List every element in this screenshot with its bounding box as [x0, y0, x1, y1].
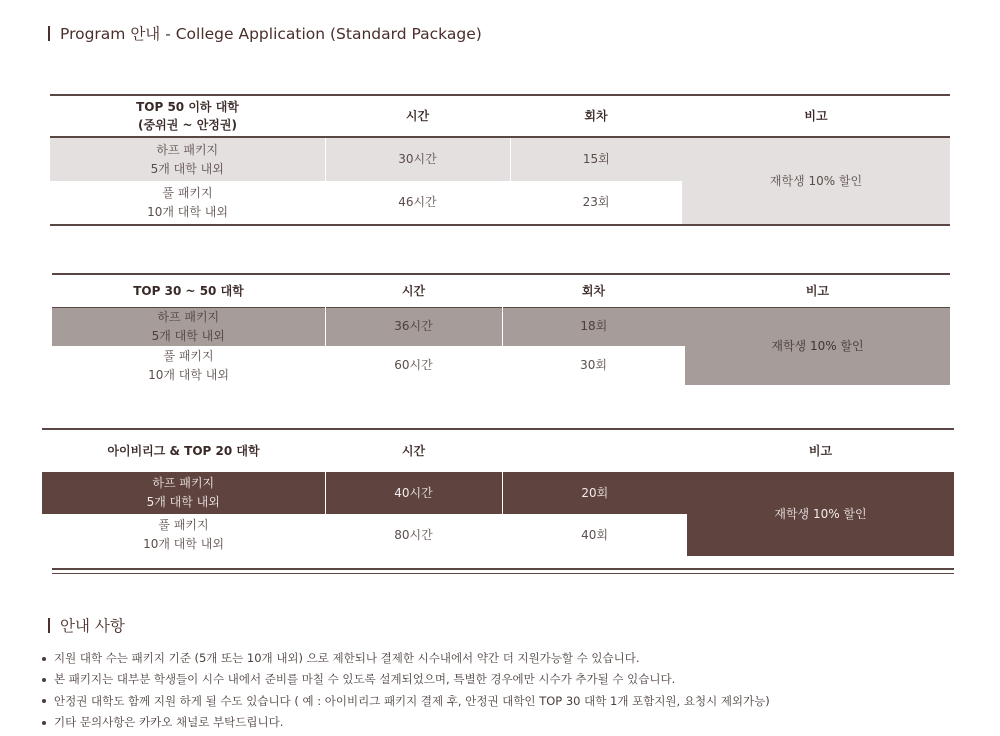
hours-cell: 46시간 — [398, 195, 437, 210]
notice-title-text: 안내 사항 — [60, 617, 125, 635]
notice-text: 지원 대학 수는 패키지 기준 (5개 또는 10개 내외) 으로 제한되나 결제한 시수내에서 약간 더 지원가능할 수 있습니다. — [54, 651, 640, 665]
hours-cell: 36시간 — [325, 307, 502, 346]
table-header-row — [52, 274, 950, 307]
title-bar-marker — [48, 26, 50, 41]
table-header-row — [42, 429, 954, 472]
sessions-header: 회차 — [581, 283, 606, 298]
tier-header — [50, 95, 325, 137]
tier-header-sublabel: (중위권 ~ 안정권) — [138, 118, 237, 132]
tier-header: TOP 30 ~ 50 대학 — [133, 283, 244, 298]
note-header: 비고 — [805, 283, 830, 298]
sessions-cell: 20회 — [502, 472, 687, 514]
package-name-cell — [42, 472, 325, 514]
notice-text: 기타 문의사항은 카카오 채널로 부탁드립니다. — [54, 714, 284, 729]
sessions-cell: 30회 — [580, 358, 607, 373]
note-header: 비고 — [804, 109, 828, 123]
package-name: 하프 패키지 — [152, 476, 215, 491]
note-header: 비고 — [808, 444, 833, 458]
list-item — [42, 691, 770, 712]
bullet-icon — [42, 678, 46, 682]
sessions-cell: 15회 — [510, 137, 682, 181]
table-row — [42, 472, 954, 514]
sessions-cell: 23회 — [582, 195, 610, 210]
package-scope: 10개 대학 내외 — [147, 204, 228, 219]
notice-title — [48, 614, 125, 636]
package-name-cell — [50, 137, 325, 181]
bullet-icon — [42, 721, 46, 725]
package-scope: 5개 대학 내외 — [146, 495, 220, 509]
notice-list — [42, 648, 770, 733]
hours-header: 시간 — [405, 109, 430, 123]
tier-header-label: TOP 50 이하 대학 — [136, 100, 239, 114]
package-scope: 5개 대학 내외 — [150, 161, 224, 176]
package-name: 풀 패키지 — [163, 348, 214, 363]
bullet-icon — [42, 657, 46, 661]
package-scope: 10개 대학 내외 — [148, 367, 229, 382]
hours-cell: 30시간 — [325, 137, 510, 181]
package-table-ivy-top20 — [42, 428, 954, 556]
sessions-cell: 40회 — [581, 527, 608, 542]
sessions-header: 회차 — [584, 109, 608, 123]
program-title — [48, 22, 482, 44]
hours-header: 시간 — [401, 283, 426, 298]
hours-cell: 40시간 — [325, 472, 502, 514]
discount-note-cell: 재학생 10% 할인 — [682, 137, 950, 225]
notice-text: 본 패키지는 대부분 학생들이 시수 내에서 준비를 마칠 수 있도록 설계되었으며, 특별한 경우에만 시수가 추가될 수 있습니다. — [54, 672, 676, 687]
double-divider — [52, 568, 954, 574]
discount-note-cell: 재학생 10% 할인 — [685, 307, 950, 385]
package-name: 하프 패키지 — [157, 310, 220, 325]
table-header-row — [50, 95, 950, 137]
package-table-top30-50 — [52, 273, 950, 385]
package-table-top50-below — [50, 94, 950, 226]
package-name-cell — [52, 346, 325, 385]
list-item — [42, 669, 770, 690]
table-row — [50, 137, 950, 181]
list-item — [42, 648, 770, 669]
package-name: 하프 패키지 — [156, 142, 219, 157]
package-name: 풀 패키지 — [158, 518, 209, 533]
program-title-text: Program 안내 - College Application (Standard Package) — [60, 25, 482, 43]
package-scope: 10개 대학 내외 — [143, 537, 224, 551]
package-name-cell — [52, 307, 325, 346]
hours-cell: 80시간 — [394, 527, 433, 542]
list-item — [42, 712, 770, 733]
sessions-cell: 18회 — [502, 307, 685, 346]
package-name: 풀 패키지 — [162, 185, 213, 200]
package-name-cell — [50, 181, 325, 225]
package-scope: 5개 대학 내외 — [151, 328, 225, 343]
table-row — [52, 307, 950, 346]
notice-text: 안정권 대학도 함께 지원 하게 될 수도 있습니다 ( 예 : 아이비리그 패키지 결제 후, 안정권 대학인 TOP 30 대학 1개 포함지원, 요청시 제외가능) — [54, 693, 770, 708]
bullet-icon — [42, 699, 46, 703]
discount-note-cell: 재학생 10% 할인 — [687, 472, 954, 556]
package-name-cell — [42, 514, 325, 556]
hours-cell: 60시간 — [394, 358, 433, 373]
sessions-header — [502, 429, 687, 472]
tier-header: 아이비리그 & TOP 20 대학 — [107, 444, 260, 458]
hours-header: 시간 — [401, 444, 426, 458]
title-bar-marker — [48, 618, 50, 633]
